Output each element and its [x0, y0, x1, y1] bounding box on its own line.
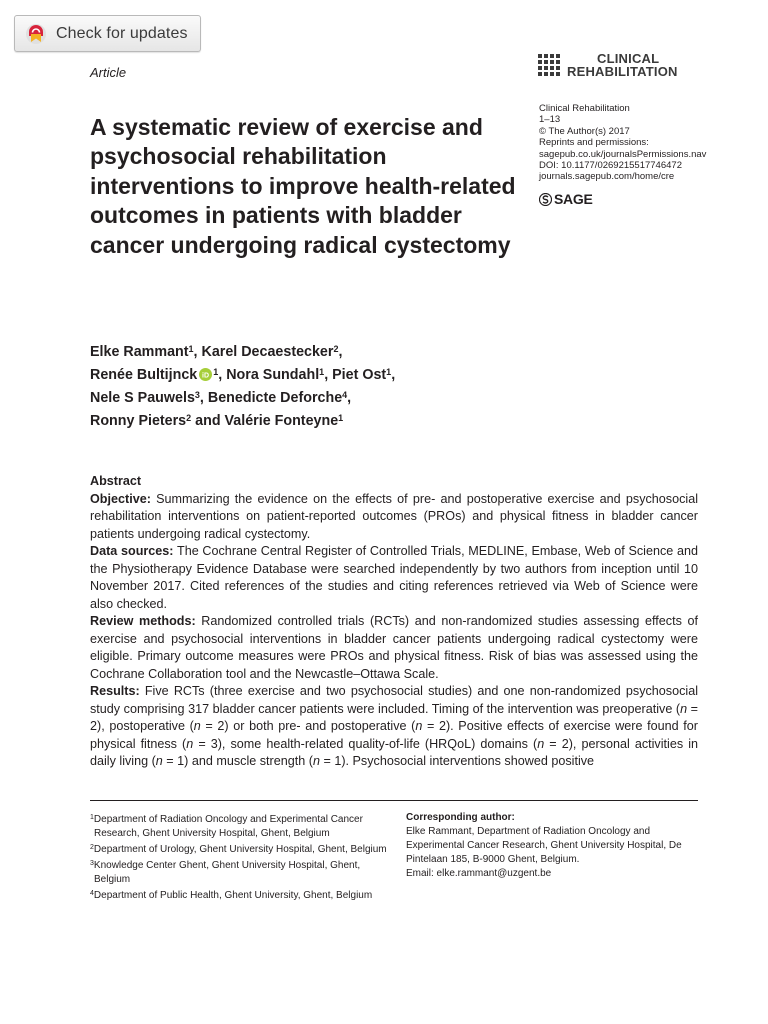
abstract-heading: Abstract	[90, 474, 142, 488]
journal-logo-icon	[538, 54, 560, 76]
author-affiliation-marker: 1	[213, 367, 219, 377]
author-name: Valérie Fonteyne	[224, 413, 339, 429]
reprints-label: Reprints and permissions:	[539, 137, 649, 149]
check-for-updates-button[interactable]	[14, 15, 201, 52]
author-affiliation-marker: 2	[333, 344, 339, 354]
affiliations	[90, 811, 390, 903]
journal-logo-line2: REHABILITATION	[567, 64, 678, 79]
author-name: Nele S Pauwels	[90, 390, 195, 406]
abstract-section-label: Objective:	[90, 491, 151, 506]
abstract-section: Results: Five RCTs (three exercise and two psychosocial studies) and one non-randomized psychosocial study comprising 317 bladder cancer patients were included. Timing of the intervention was preoperative (n = 2), postoperative (n = 2) or both pre- and postoperative (n = 2). Positive effects of exercise were found for physical fitness (n = 3), some health-related quality-of-life (HRQoL) domains (n = 2), personal activities in daily living (n = 1) and muscle strength (n = 1). Psychosocial interventions showed positive	[90, 684, 698, 768]
article-type-label: Article	[90, 65, 127, 80]
permissions-link[interactable]: sagepub.co.uk/journalsPermissions.nav	[539, 148, 707, 160]
journal-home-link[interactable]: journals.sagepub.com/home/cre	[539, 171, 675, 183]
author-affiliation-marker: 3	[194, 390, 200, 400]
abstract-section-label: Results:	[90, 684, 140, 698]
author-affiliation-marker: 2	[186, 413, 192, 423]
affiliation-item: $^1$Department of Radiation Oncology and Experimental Cancer Research, Ghent University Hospital, Ghent, Belgium	[90, 814, 363, 839]
page-range: 1–13	[539, 114, 561, 126]
doi-link[interactable]: DOI: 10.1177/0269215517746472	[539, 160, 682, 172]
abstract-section-label: Data sources:	[90, 544, 174, 558]
author-name: Elke Rammant	[90, 344, 189, 360]
author-affiliation-marker: 1	[386, 367, 392, 377]
corresponding-author-address: Elke Rammant, Department of Radiation Oncology and Experimental Cancer Research, Ghent University Hospital, De Pintelaan 185, B-9000 Ghent, Belgium.	[406, 826, 682, 865]
author-name: Ronny Pieters	[90, 413, 187, 429]
affiliation-item: $^4$Department of Public Health, Ghent University, Ghent, Belgium	[90, 890, 373, 901]
affiliation-item: $^2$Department of Urology, Ghent University Hospital, Ghent, Belgium	[90, 844, 387, 855]
publisher-name: SAGE	[554, 191, 593, 207]
journal-metadata	[539, 103, 706, 183]
author-name: Karel Decaestecker	[201, 344, 334, 360]
author-name: Renée Bultijnck	[90, 367, 198, 383]
author-name: Benedicte Deforche	[207, 390, 343, 406]
author-affiliation-marker: 1	[338, 413, 344, 423]
author-name: Nora Sundahl	[226, 367, 320, 383]
article-title: A systematic review of exercise and psychosocial rehabilitation interventions to improve health-related outcomes in patients with bladder cancer undergoing radical cystectomy	[90, 114, 516, 258]
author-affiliation-marker: 1	[188, 344, 194, 354]
author-affiliation-marker: 1	[319, 367, 325, 377]
corresponding-author-heading: Corresponding author:	[406, 812, 515, 823]
publisher-logo	[539, 191, 592, 207]
journal-logo	[538, 52, 678, 78]
corresponding-author-email[interactable]: Email: elke.rammant@uzgent.be	[406, 868, 552, 879]
footnote-divider	[90, 800, 698, 801]
author-name: Piet Ost	[332, 367, 387, 383]
crossmark-icon	[25, 23, 47, 45]
sage-logo-icon	[539, 193, 552, 206]
abstract-section: Review methods: Randomized controlled trials (RCTs) and non-randomized studies assessing effects of exercise and psychosocial interventions in bladder cancer patients undergoing radical cystectomy were eligible. Primary outcome measures were PROs and physical fitness. Risk of bias was assessed using the Cochrane Collaboration tool and the Newcastle–Ottawa Scale.	[90, 614, 698, 681]
orcid-icon[interactable]	[199, 368, 212, 381]
check-for-updates-label: Check for updates	[56, 24, 188, 42]
author-affiliation-marker: 4	[342, 390, 348, 400]
abstract-section: Objective: Summarizing the evidence on the effects of pre- and postoperative exercise and psychosocial rehabilitation interventions on patient-reported outcomes (PROs) and physical fitness in bladder cancer patients undergoing radical cystectomy.	[90, 491, 698, 541]
abstract-section-label: Review methods:	[90, 614, 196, 628]
journal-name: Clinical Rehabilitation	[539, 103, 630, 114]
author-list: Elke Rammant$^1$, Karel Decaestecker$^2$, Renée Bultijnck iD $^1$, Nora Sundahl$^1$, Piet Ost$^1$, Nele S Pauwels$^3$, Benedicte Deforche$^4$, Ronny Pieters$^2$ and Valérie Fonteyne$^1$	[90, 344, 396, 429]
abstract	[90, 473, 698, 771]
corresponding-author	[406, 811, 702, 881]
abstract-section: Data sources: The Cochrane Central Register of Controlled Trials, MEDLINE, Embase, Web of Science and the Physiotherapy Evidence Database were searched independently by two authors from inception until 10 November 2017. Cited references of the studies and citing references retrieved via Web of Science were also checked.	[90, 544, 699, 611]
affiliation-item: $^3$Knowledge Center Ghent, Ghent University Hospital, Ghent, Belgium	[90, 860, 361, 885]
journal-logo-line1: CLINICAL	[597, 51, 660, 66]
svg-text:iD: iD	[202, 372, 210, 380]
copyright-notice: © The Author(s) 2017	[539, 125, 630, 137]
